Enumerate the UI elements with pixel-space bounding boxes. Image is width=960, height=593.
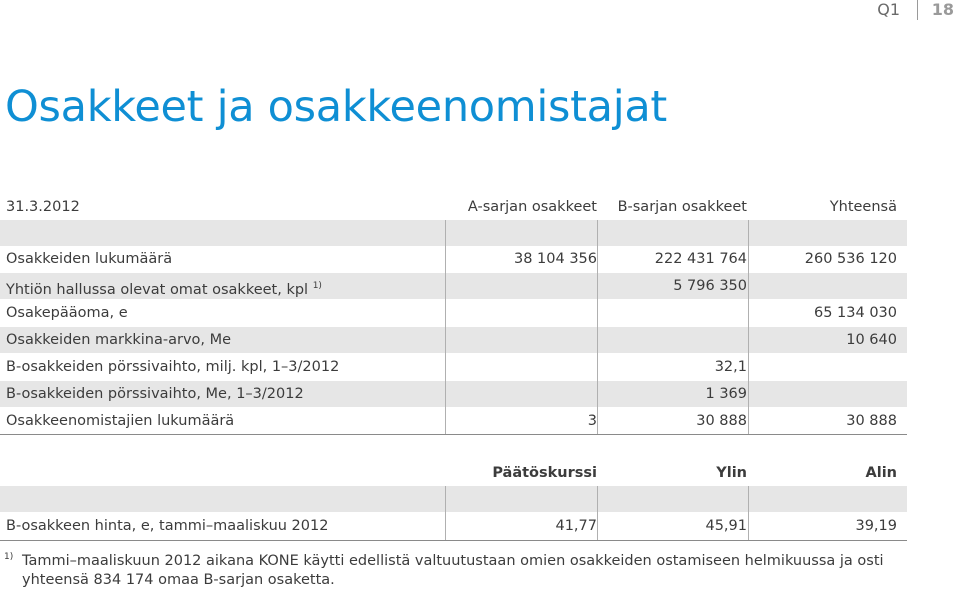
cell-b: 1 369 — [705, 386, 747, 402]
cell-b: 5 796 350 — [673, 278, 747, 294]
table-row — [0, 408, 907, 434]
row-label: Osakepääoma, e — [6, 305, 128, 321]
table-bottom-rule — [0, 434, 907, 435]
row-label: B-osakkeiden pörssivaihto, Me, 1–3/2012 — [6, 386, 304, 402]
col-header-date: 31.3.2012 — [6, 199, 80, 215]
cell-total: 260 536 120 — [804, 251, 897, 267]
cell-a: 3 — [587, 413, 597, 429]
cell-total: 30 888 — [846, 413, 897, 429]
table-spacer-row — [0, 220, 907, 246]
cell-b: 222 431 764 — [654, 251, 747, 267]
footnote-ref: 1) — [312, 281, 322, 291]
cell-high: 45,91 — [705, 518, 747, 534]
column-divider — [597, 486, 598, 540]
table-header-row — [0, 460, 907, 486]
section-label: Q1 — [877, 0, 900, 19]
col-header-a-shares: A-sarjan osakkeet — [467, 199, 597, 215]
table-row — [0, 327, 907, 353]
column-divider — [445, 486, 446, 540]
cell-total: 10 640 — [846, 332, 897, 348]
footnote-text: Tammi–maaliskuun 2012 aikana KONE käytti edellistä valtuutustaan omien osakkeiden ostamiseen helmikuussa ja osti yhteensä 834 174 omaa B-sarjan osaketta. — [22, 553, 884, 588]
column-divider — [748, 486, 749, 540]
table-row — [0, 354, 907, 380]
col-header-close: Päätöskurssi — [492, 465, 597, 481]
cell-a: 38 104 356 — [513, 251, 597, 267]
col-header-b-shares: B-sarjan osakkeet — [617, 199, 747, 215]
table-spacer-row — [0, 486, 907, 512]
cell-b: 30 888 — [696, 413, 747, 429]
row-label: B-osakkeen hinta, e, tammi–maaliskuu 2012 — [6, 518, 329, 534]
row-label: Yhtiön hallussa olevat omat osakkeet, kpl — [6, 281, 309, 298]
column-divider — [445, 220, 446, 434]
page-header — [0, 0, 960, 20]
cell-b: 32,1 — [714, 359, 747, 375]
row-label: B-osakkeiden pörssivaihto, milj. kpl, 1–3/2012 — [6, 359, 340, 375]
table-row — [0, 273, 907, 299]
col-header-high: Ylin — [716, 465, 747, 481]
table-row — [0, 381, 907, 407]
column-divider — [748, 220, 749, 434]
cell-low: 39,19 — [855, 518, 897, 534]
table-bottom-rule — [0, 540, 907, 541]
row-label-wrap — [6, 273, 322, 299]
col-header-low: Alin — [865, 465, 897, 481]
footnote-marker: 1) — [4, 552, 14, 562]
table-row — [0, 513, 907, 539]
page-title: Osakkeet ja osakkeenomistajat — [5, 82, 667, 132]
table-row — [0, 300, 907, 326]
table-row — [0, 246, 907, 272]
cell-close: 41,77 — [555, 518, 597, 534]
header-divider — [917, 0, 918, 20]
row-label: Osakkeenomistajien lukumäärä — [6, 413, 235, 429]
table-header-row — [0, 194, 907, 220]
row-label: Osakkeiden markkina-arvo, Me — [6, 332, 232, 348]
cell-total: 65 134 030 — [813, 305, 897, 321]
column-divider — [597, 220, 598, 434]
page-number: 18 — [931, 0, 954, 19]
col-header-total: Yhteensä — [829, 199, 897, 215]
row-label: Osakkeiden lukumäärä — [6, 251, 173, 267]
